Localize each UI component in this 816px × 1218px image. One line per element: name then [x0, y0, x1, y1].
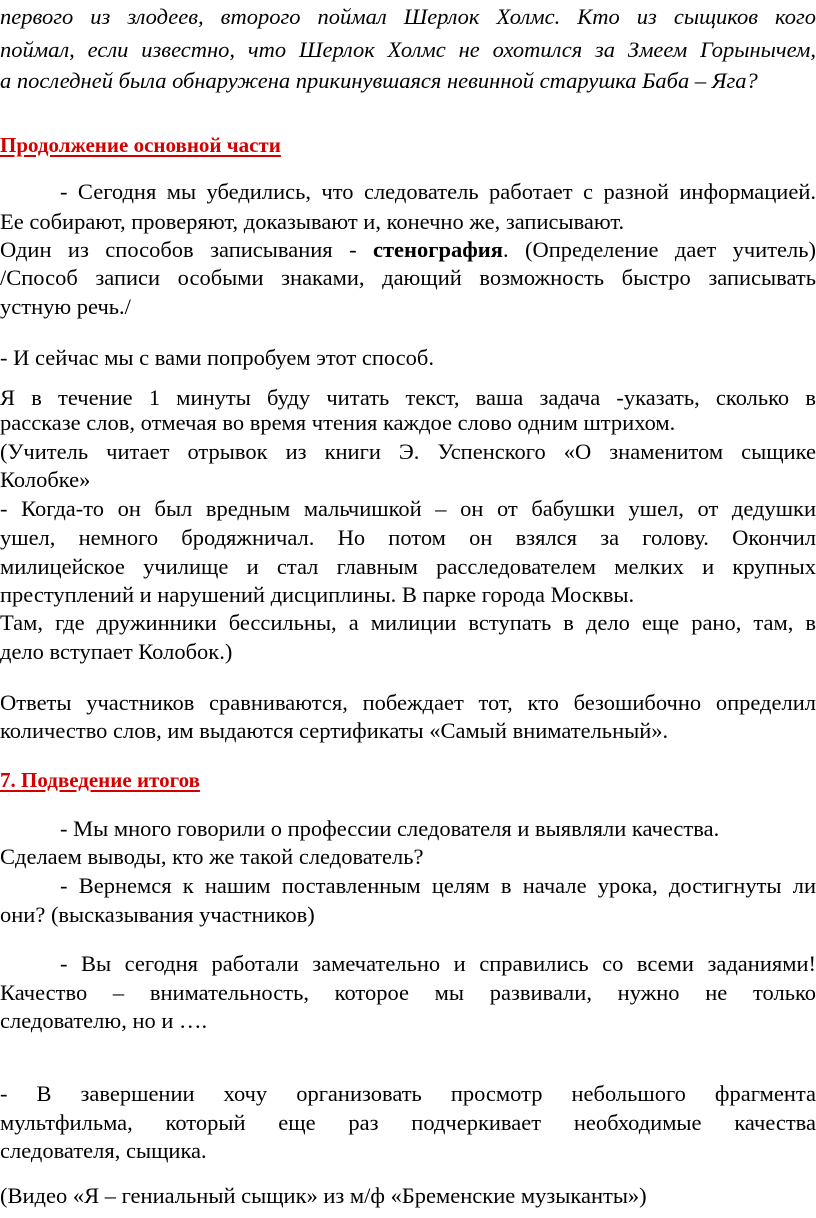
main-p6-line-4: преступлений и нарушений дисциплины. В парке города Москвы.: [0, 582, 635, 607]
main-p1-line-1: - Сегодня мы убедились, что следователь работает с разной информацией.: [60, 179, 816, 204]
main-p8-line-2: количество слов, им выдаются сертификаты «Самый внимательный».: [0, 718, 669, 743]
results-p4-line-1: - В завершении хочу организовать просмотр небольшого фрагмента: [0, 1081, 816, 1106]
section-heading-results: 7. Подведение итогов: [0, 768, 200, 792]
main-p6-line-3: милицейское училище и стал главным расследователем мелких и крупных: [0, 554, 816, 579]
results-p1-line-1: - Мы много говорили о профессии следователя и выявляли качества.: [60, 816, 720, 841]
main-p1-line-2: Ее собирают, проверяют, доказывают и, конечно же, записывают.: [0, 209, 625, 234]
stenography-term: стенография: [373, 237, 503, 262]
results-p5: (Видео «Я – гениальный сыщик» из м/ф «Бременские музыканты»): [0, 1183, 647, 1208]
main-p2-line-3: устную речь./: [0, 294, 131, 319]
section-heading-main: Продолжение основной части: [0, 133, 281, 157]
results-p2-line-2: они? (высказывания участников): [0, 902, 315, 927]
main-p5-line-1: (Учитель читает отрывок из книги Э. Успенского «О знаменитом сыщике: [0, 439, 816, 464]
main-p2-text-after: . (Определение дает учитель): [502, 237, 816, 262]
main-p8-line-1: Ответы участников сравниваются, побеждает тот, кто безошибочно определил: [0, 690, 816, 715]
main-p6-line-1: - Когда-то он был вредным мальчишкой – он от бабушки ушел, от дедушки: [0, 496, 816, 521]
main-p7-line-2: дело вступает Колобок.): [0, 639, 233, 664]
results-p2-line-1: - Вернемся к нашим поставленным целям в начале урока, достигнуты ли: [60, 873, 816, 898]
results-p3-line-1: - Вы сегодня работали замечательно и справились со всеми заданиями!: [60, 951, 816, 976]
main-p4-line-1: Я в течение 1 минуты буду читать текст, ваша задача -указать, сколько в: [0, 385, 816, 410]
main-p7-line-1: Там, где дружинники бессильны, а милиции вступать в дело еще рано, там, в: [0, 610, 816, 635]
main-p2-line-2: /Способ записи особыми знаками, дающий возможность быстро записывать: [0, 265, 816, 290]
results-p1-line-2: Сделаем выводы, кто же такой следователь?: [0, 844, 424, 869]
results-p4-line-3: следователя, сыщика.: [0, 1138, 207, 1163]
intro-line-1: первого из злодеев, второго поймал Шерлок Холмс. Кто из сыщиков кого: [0, 4, 816, 29]
main-p4-line-2: рассказе слов, отмечая во время чтения каждое слово одним штрихом.: [0, 410, 676, 435]
intro-line-2: поймал, если известно, что Шерлок Холмс не охотился за Змеем Горынычем,: [0, 37, 816, 62]
main-p3: - И сейчас мы с вами попробуем этот способ.: [0, 345, 434, 370]
results-p4-line-2: мультфильма, который еще раз подчеркивает необходимые качества: [0, 1110, 816, 1135]
main-p2-text-before: Один из способов записывания -: [0, 237, 374, 262]
main-p6-line-2: ушел, немного бродяжничал. Но потом он взялся за голову. Окончил: [0, 525, 816, 550]
results-p3-line-2: Качество – внимательность, которое мы развивали, нужно не только: [0, 980, 816, 1005]
results-p3-line-3: следователю, но и ….: [0, 1008, 208, 1033]
main-p5-line-2: Колобке»: [0, 467, 91, 492]
main-p2-line-1: [0, 235, 816, 265]
intro-line-3: а последней была обнаружена прикинувшаяся невинной старушка Баба – Яга?: [0, 68, 758, 93]
